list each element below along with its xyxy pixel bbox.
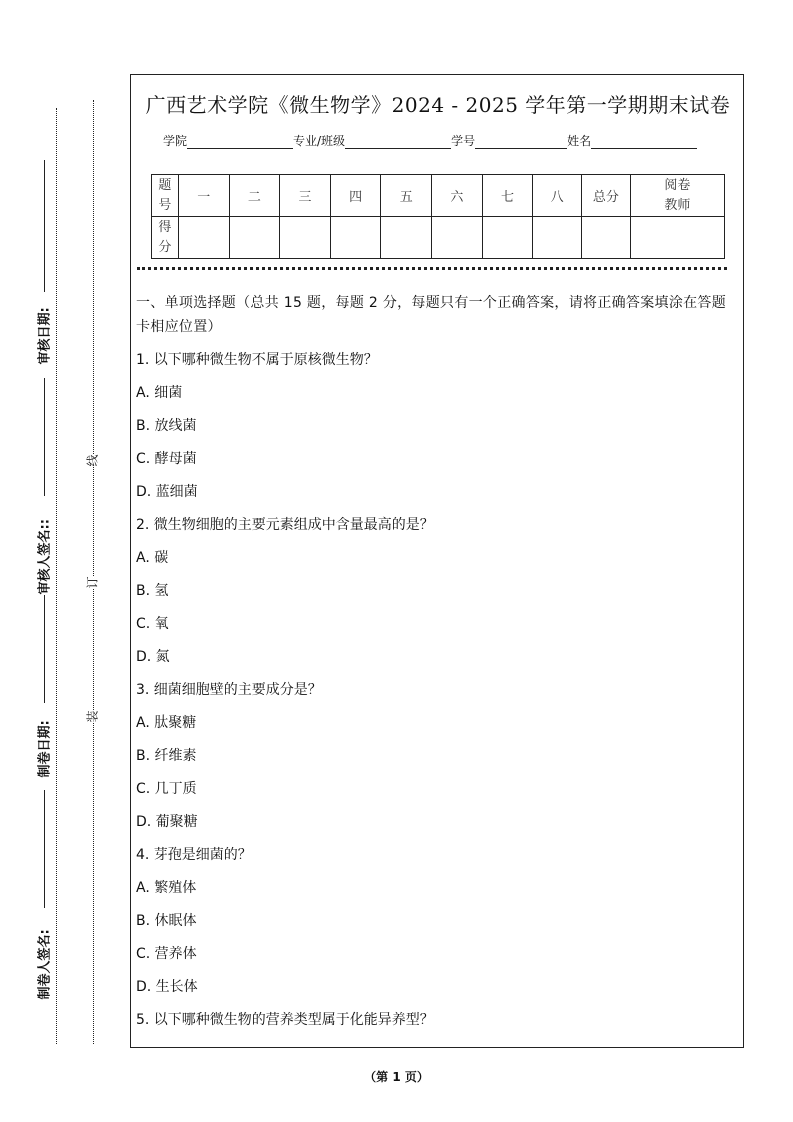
score-row-header: [152, 217, 179, 259]
option-c[interactable]: C. 营养体: [136, 946, 197, 962]
compiler-signature-label: 制卷人签名:: [37, 929, 53, 1000]
student-info-line: [163, 132, 697, 149]
score-cell-total[interactable]: [582, 217, 631, 259]
option-a[interactable]: A. 碳: [136, 550, 169, 566]
col-header-total: 总分: [582, 175, 631, 217]
exam-content: [136, 291, 739, 1037]
option-d[interactable]: D. 生长体: [136, 979, 198, 995]
question-number-header: [152, 175, 179, 217]
score-table-header-row: [152, 175, 725, 217]
question-number-header-char-1: 题: [158, 177, 172, 193]
score-table-score-row: [152, 217, 725, 259]
option-d[interactable]: D. 氮: [136, 649, 170, 665]
option-c[interactable]: C. 几丁质: [136, 781, 197, 797]
grader-header-line-1: 阅卷: [664, 177, 691, 193]
name-label: 姓名: [567, 134, 592, 148]
exam-frame: [130, 74, 744, 1048]
option-b[interactable]: B. 氢: [136, 583, 169, 599]
option-b[interactable]: B. 休眠体: [136, 913, 197, 929]
option-a[interactable]: A. 繁殖体: [136, 880, 197, 896]
question-stem: 1. 以下哪种微生物不属于原核微生物？: [136, 352, 378, 368]
option-d[interactable]: D. 蓝细菌: [136, 484, 198, 500]
option-a[interactable]: A. 细菌: [136, 385, 183, 401]
binding-dotted-line-outer: [56, 108, 57, 1044]
col-header-5: 五: [381, 175, 432, 217]
major-class-label: 专业/班级: [293, 134, 346, 148]
option-b[interactable]: B. 放线菌: [136, 418, 197, 434]
option-d[interactable]: D. 葡聚糖: [136, 814, 198, 830]
grader-header: [630, 175, 724, 217]
question-number-header-char-2: 号: [158, 197, 172, 213]
college-label: 学院: [163, 134, 188, 148]
binding-dotted-line-inner: [93, 100, 94, 1044]
college-field[interactable]: [187, 135, 293, 149]
compile-date-label: 制卷日期:: [37, 720, 53, 778]
option-c[interactable]: C. 酵母菌: [136, 451, 197, 467]
page-number: （第 1 页）: [364, 1070, 429, 1084]
review-date-blank[interactable]: [44, 160, 45, 292]
score-cell-1[interactable]: [178, 217, 229, 259]
compile-date-blank[interactable]: [44, 595, 45, 703]
col-header-3: 三: [280, 175, 331, 217]
binding-mark-line: 线: [82, 454, 103, 466]
score-cell-6[interactable]: [432, 217, 483, 259]
compiler-signature-blank[interactable]: [44, 790, 45, 908]
name-field[interactable]: [591, 135, 697, 149]
question-stem: 5. 以下哪种微生物的营养类型属于化能异养型？: [136, 1012, 434, 1028]
option-c[interactable]: C. 氧: [136, 616, 169, 632]
binding-mark-staple: 订: [82, 576, 103, 588]
question-1: [136, 344, 739, 509]
score-cell-3[interactable]: [280, 217, 331, 259]
option-a[interactable]: A. 肽聚糖: [136, 715, 197, 731]
question-2: [136, 509, 739, 674]
score-cell-4[interactable]: [330, 217, 381, 259]
col-header-1: 一: [178, 175, 229, 217]
option-b[interactable]: B. 纤维素: [136, 748, 197, 764]
reviewer-signature-label: 审核人签名::: [37, 519, 53, 595]
question-4: [136, 839, 739, 1004]
col-header-2: 二: [229, 175, 280, 217]
review-date-label: 审核日期:: [37, 307, 53, 365]
question-3: [136, 674, 739, 839]
col-header-7: 七: [482, 175, 533, 217]
score-row-header-char-1: 得: [158, 219, 172, 235]
col-header-4: 四: [330, 175, 381, 217]
section-heading: 一、单项选择题（总共 15 题，每题 2 分，每题只有一个正确答案，请将正确答案填涂在答题卡相应位置）: [136, 295, 727, 335]
question-stem: 3. 细菌细胞壁的主要成分是？: [136, 682, 322, 698]
binding-mark-bind: 装: [82, 710, 103, 722]
question-stem: 2. 微生物细胞的主要元素组成中含量最高的是？: [136, 517, 434, 533]
student-id-label: 学号: [451, 134, 476, 148]
grader-cell[interactable]: [630, 217, 724, 259]
student-id-field[interactable]: [475, 135, 567, 149]
grader-header-line-2: 教师: [664, 197, 691, 213]
score-cell-7[interactable]: [482, 217, 533, 259]
score-cell-8[interactable]: [533, 217, 582, 259]
score-cell-5[interactable]: [381, 217, 432, 259]
score-table: [151, 174, 725, 259]
major-class-field[interactable]: [345, 135, 451, 149]
col-header-6: 六: [432, 175, 483, 217]
exam-title: 广西艺术学院《微生物学》2024 - 2025 学年第一学期期末试卷: [145, 93, 731, 117]
question-stem: 4. 芽孢是细菌的？: [136, 847, 252, 863]
question-5: [136, 1004, 739, 1037]
score-row-header-char-2: 分: [158, 239, 172, 255]
score-cell-2[interactable]: [229, 217, 280, 259]
reviewer-signature-blank[interactable]: [44, 378, 45, 496]
section-separator: [137, 267, 727, 270]
col-header-8: 八: [533, 175, 582, 217]
binding-margin: [0, 0, 125, 1122]
